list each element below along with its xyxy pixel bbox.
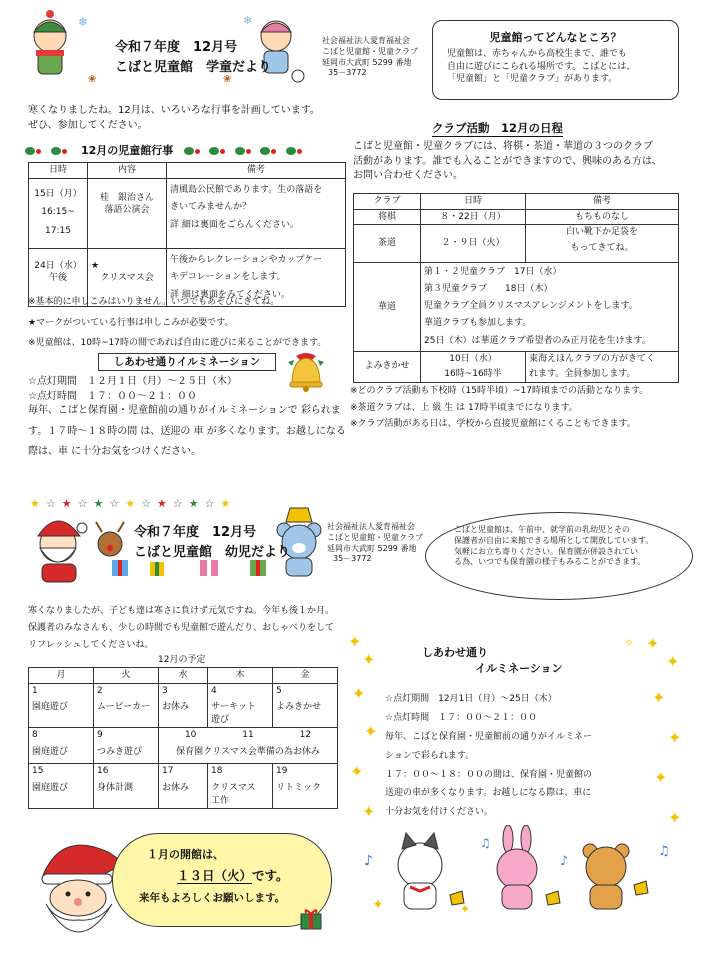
period-label: ☆点灯期間	[385, 694, 430, 704]
club-heading: クラブ活動 12月の日程	[432, 121, 564, 135]
table-row	[29, 178, 346, 248]
event-content: 落語公演会	[104, 205, 150, 216]
day-number: 18	[211, 766, 223, 777]
table-row	[354, 351, 679, 382]
table-row	[29, 728, 338, 764]
about-title: 児童館ってどんなところ？	[489, 31, 622, 44]
org-facility: こばと児童館・児童クラブ	[327, 532, 423, 542]
club-header-club: クラブ	[354, 194, 421, 210]
illumination-title-2: イルミネーション	[475, 662, 563, 675]
day-activity: よみきかせ	[276, 702, 322, 713]
club-header-note: 備考	[526, 194, 679, 210]
org-facility: こばと児童館・児童クラブ	[322, 46, 418, 56]
period-label: ☆点灯期間	[28, 376, 77, 387]
january-date-suffix: です。	[252, 868, 289, 883]
bottom-intro	[28, 603, 373, 654]
illum-line: ションで彩られます。	[385, 750, 475, 761]
event-time: 午後	[48, 273, 67, 284]
day-number: 4	[211, 685, 217, 696]
svg-text:♪: ♪	[364, 853, 373, 869]
sparkle-icon: ✦	[668, 808, 682, 827]
bottom-intro-line2: 保護者のみなさんも、少しの時間でも児童館で遊んだり、おしゃべりをして	[28, 623, 335, 634]
svg-text:❀: ❀	[223, 74, 232, 85]
day-number: 3	[162, 685, 168, 696]
oval-line2: 保護者が自由に来館できる場所として開放しています。	[454, 535, 654, 545]
animals-bells-illustration	[360, 825, 680, 915]
event-note: 午後からレクレーションやカップケー	[170, 254, 323, 265]
table-row	[354, 209, 679, 225]
org-name: 社会福祉法人愛育福祉会	[322, 36, 410, 45]
club-note: 東海えほんクラブの方がきてく	[529, 353, 656, 364]
day-number: 5	[276, 685, 282, 696]
illum-line: す。１７時～１８時の間 は、送迎の 車 が多くなります。お越しになる	[28, 425, 346, 437]
events-heading: 12月の児童館行事	[81, 144, 174, 157]
events-notes	[28, 296, 358, 350]
sparkle-icon: ✦	[666, 652, 680, 671]
club-date: ２・９日（火）	[421, 225, 526, 263]
club-date: 10日（水）	[449, 353, 497, 364]
event-note: 詳 細は裏面をみてください。	[170, 289, 290, 300]
event-star-mark: ★	[91, 260, 100, 271]
time-label: ☆点灯時間	[385, 712, 430, 723]
event-time: 16:15~	[41, 207, 75, 218]
day-activity: つみき遊び	[97, 746, 143, 757]
illumination-title-1: しあわせ通り	[422, 646, 488, 659]
org-address: 延岡市大武町 5299 番地	[327, 543, 417, 553]
events-note-1: ※基本的に申しこみはいりません。いつでもあそびにきてね。	[28, 297, 280, 307]
day-number: 15	[32, 766, 44, 777]
day-number: 11	[242, 730, 254, 741]
svg-text:✦: ✦	[460, 902, 471, 915]
club-date: ８・22日（月）	[421, 209, 526, 225]
top-intro-line1: 寒くなりましたね。12月は、いろいろな行事を計画しています。	[28, 105, 320, 116]
event-content: クリスマス会	[100, 273, 154, 284]
illum-line: 毎年、こばと保育園・児童館前の通りがイルミネー	[385, 731, 593, 742]
club-note-3: ※クラブ活動がある日は、学校から直接児童館にくることもできます。	[350, 419, 636, 430]
day-activity: サーキット	[211, 702, 256, 713]
kado-line: 第１・２児童クラブ 17日（水）	[424, 267, 562, 278]
day-number: 19	[276, 766, 288, 777]
sparkle-icon: ✦	[350, 762, 364, 781]
events-header-date: 日時	[29, 163, 88, 179]
january-line3: 来年もよろしくお願いします。	[139, 892, 286, 904]
event-note: 清風島公民館であります。生の落語を	[170, 184, 323, 195]
club-note-1: ※どのクラブ活動も下校時（15時半頃）~17時頃までの活動となります。	[350, 386, 649, 396]
time-value: １７：００～２１：００	[438, 712, 538, 723]
day-number: 17	[162, 766, 174, 777]
schedule-calendar	[28, 667, 338, 809]
svg-text:♫: ♫	[658, 844, 670, 859]
day-number: 8	[32, 730, 38, 741]
kado-line: 児童クラブ全員クリスマスアレンジメントをします。	[424, 301, 638, 312]
event-note: キデコレーションをします。	[170, 272, 286, 283]
club-notes	[350, 385, 695, 431]
holly-icon	[259, 144, 281, 157]
sparkle-icon: ✦	[364, 722, 378, 741]
illumination-heading-box	[98, 353, 276, 371]
oval-line4: る為、いつでも保育園の様子もみることができます。	[454, 557, 646, 567]
day-number: 16	[97, 766, 109, 777]
day-activity: お休み	[162, 782, 190, 793]
day-activity: ムービーカー	[97, 702, 151, 713]
sparkle-icon: ✦	[646, 634, 660, 653]
top-intro	[28, 104, 348, 133]
club-note: もちものなし	[526, 209, 679, 225]
bottom-title-line1: 令和７年度 12月号	[134, 525, 257, 540]
day-activity: リトミック	[276, 782, 321, 793]
svg-text:❄: ❄	[243, 14, 253, 27]
club-name: よみきかせ	[354, 351, 421, 382]
events-header-content: 内容	[88, 163, 167, 179]
svg-text:✦: ✦	[372, 897, 384, 913]
sparkle-icon: ✦	[348, 632, 362, 651]
january-date: １３日（火）	[177, 868, 253, 883]
day-number: 12	[299, 730, 312, 741]
sparkle-icon: ✦	[362, 802, 376, 821]
period-value: 12月1日（月）～25日（木）	[438, 694, 557, 704]
club-note: 白い靴下か足袋を	[565, 227, 638, 238]
schedule-title: 12月の予定	[158, 655, 206, 665]
sparkle-icon: ✧	[624, 636, 635, 650]
bottom-title-line2: こばと児童館 幼児だより	[134, 545, 291, 560]
club-note: れます。全員参加します。	[529, 369, 636, 380]
sparkle-icon: ✦	[352, 684, 366, 703]
holly-icon	[50, 144, 72, 157]
time-label: ☆点灯時間	[28, 390, 77, 402]
infant-info-oval	[425, 512, 693, 600]
club-name: 茶道	[354, 225, 421, 263]
table-row	[29, 683, 338, 728]
day-number: 1	[32, 685, 38, 696]
club-intro-line1: こばと児童館・児童クラブには、将棋・茶道・華道の３つのクラブ	[353, 141, 653, 152]
bottom-intro-line1: 寒くなりましたが、子ども達は寒さに負けず元気ですね。今年も後１か月。	[28, 606, 335, 616]
day-number: 9	[97, 730, 103, 741]
events-note-2: ★マークがついている行事は申しこみが必要です。	[28, 317, 234, 328]
january-line1: １月の開館は、	[147, 848, 224, 861]
club-name: 将棋	[354, 209, 421, 225]
day-number: 2	[97, 685, 103, 696]
holly-icon	[234, 144, 256, 157]
kado-line: 華道クラブも参加します。	[424, 318, 532, 329]
club-name: 華道	[354, 263, 421, 351]
sparkle-icon: ✦	[654, 768, 668, 787]
oval-line3: 気軽にお立ち寄りください。保育園が併設されてい	[454, 546, 638, 556]
club-note-2: ※茶道クラブは、上 級 生 は 17時半頃までになります。	[350, 402, 578, 413]
org-address: 延岡市大武町 5299 番地	[322, 57, 412, 67]
present-icon	[298, 905, 324, 931]
top-title-line2: こばと児童館 学童だより	[115, 60, 272, 75]
club-date: 16時~16時半	[444, 369, 502, 380]
top-title-line1: 令和７年度 12月号	[115, 40, 238, 55]
top-intro-line2: ぜひ、参加してください。	[28, 119, 148, 131]
holly-icon	[208, 144, 230, 157]
bottom-org-info	[327, 522, 423, 565]
org-name: 社会福祉法人愛育福祉会	[327, 522, 415, 531]
illum-line: 際は、車 に十分お気をつけください。	[28, 446, 202, 457]
day-header: 月	[29, 668, 94, 684]
events-heading-row	[24, 142, 346, 158]
day-activity: 園庭遊び	[32, 782, 69, 793]
club-header-date: 日時	[421, 194, 526, 210]
events-table	[28, 162, 346, 307]
org-tel: 35－3772	[333, 554, 372, 564]
illum-line: 送迎の車が多くなります。お越しになる際は、車に	[385, 788, 592, 799]
svg-text:♫: ♫	[480, 836, 491, 850]
holly-icon	[183, 144, 205, 157]
day-activity: 遊び	[211, 714, 230, 725]
event-content: 桂 銀治さん	[99, 192, 154, 203]
club-note: もってきてね。	[570, 242, 634, 253]
day-header: 水	[159, 668, 208, 684]
day-header: 木	[208, 668, 273, 684]
sparkle-icon: ✦	[362, 650, 376, 669]
top-illumination-text	[28, 375, 353, 460]
day-activity: クリスマス	[211, 782, 256, 793]
kado-line: 第３児童クラブ 18日（木）	[424, 284, 553, 295]
event-date: 15日（月）	[34, 188, 82, 199]
club-intro-line3: お問い合わせください。	[353, 170, 463, 181]
table-row	[29, 764, 338, 809]
svg-text:❄: ❄	[78, 15, 89, 29]
holly-icon	[24, 144, 46, 157]
day-activity: 園庭遊び	[32, 746, 69, 757]
svg-text:♪: ♪	[560, 854, 569, 869]
period-value: １２月１日（月）～２５日（木）	[86, 376, 237, 387]
top-org-info	[322, 36, 418, 79]
holly-icon	[285, 144, 307, 157]
table-row	[354, 263, 679, 351]
sparkle-icon: ✦	[652, 688, 666, 707]
event-note: 詳 細は裏面をごらんください。	[170, 219, 299, 230]
org-tel: 35－3772	[328, 68, 367, 78]
event-note: きいてみませんか？	[170, 202, 252, 213]
sparkle-icon: ✦	[668, 728, 682, 747]
event-date: 24日（水）	[34, 260, 82, 271]
bottom-illumination-text	[385, 690, 668, 822]
illum-line: 十分お気を付けください。	[385, 807, 494, 818]
about-line1: 児童館は、赤ちゃんから高校生まで、誰でも	[447, 49, 627, 59]
about-box	[432, 20, 679, 100]
about-line2: 自由に遊びにこられる場所です。こばとには、	[447, 61, 636, 72]
day-header: 火	[94, 668, 159, 684]
svg-text:❀: ❀	[88, 74, 97, 85]
kado-line: 25日（木）は華道クラブ希望者のみ正月花を生けます。	[424, 335, 651, 346]
club-table	[353, 193, 679, 383]
bottom-intro-line3: リフレッシュしてくださいね。	[28, 640, 154, 651]
day-header: 金	[273, 668, 338, 684]
events-note-3: ※児童館は、10時~17時の間であれば自由に遊びに来ることができます。	[28, 338, 327, 349]
christmas-stars-border: ★☆★☆★☆★☆★☆★☆★	[30, 497, 237, 510]
day-activity: 保育園クリスマス会準備の為お休み	[176, 746, 320, 757]
club-intro	[353, 140, 688, 184]
events-header-note: 備考	[167, 163, 346, 179]
day-activity: 身体計測	[97, 782, 134, 793]
illum-line: １７：００～１８：００の間は、保育園・児童館の	[385, 769, 593, 780]
day-activity: 工作	[211, 795, 230, 806]
table-row	[354, 225, 679, 263]
day-number: 10	[184, 730, 197, 741]
oval-line1: こばと児童館は、午前中、就学前の乳幼児とその	[454, 525, 630, 534]
club-intro-line2: 活動があります。誰でも入ることができますので、興味のある方は、	[353, 155, 662, 167]
day-activity: 園庭遊び	[32, 702, 69, 713]
day-activity: お休み	[162, 702, 190, 713]
illumination-heading: しあわせ通りイルミネーション	[113, 356, 261, 368]
illum-line: 毎年、こばと保育園・児童館前の通りがイルミネーションで 彩られま	[28, 405, 341, 416]
time-value: １７：００～２１：００	[86, 390, 197, 402]
event-time: 17:15	[45, 225, 71, 236]
about-line3: 「児童館」と「児童クラブ」があります。	[447, 74, 618, 85]
